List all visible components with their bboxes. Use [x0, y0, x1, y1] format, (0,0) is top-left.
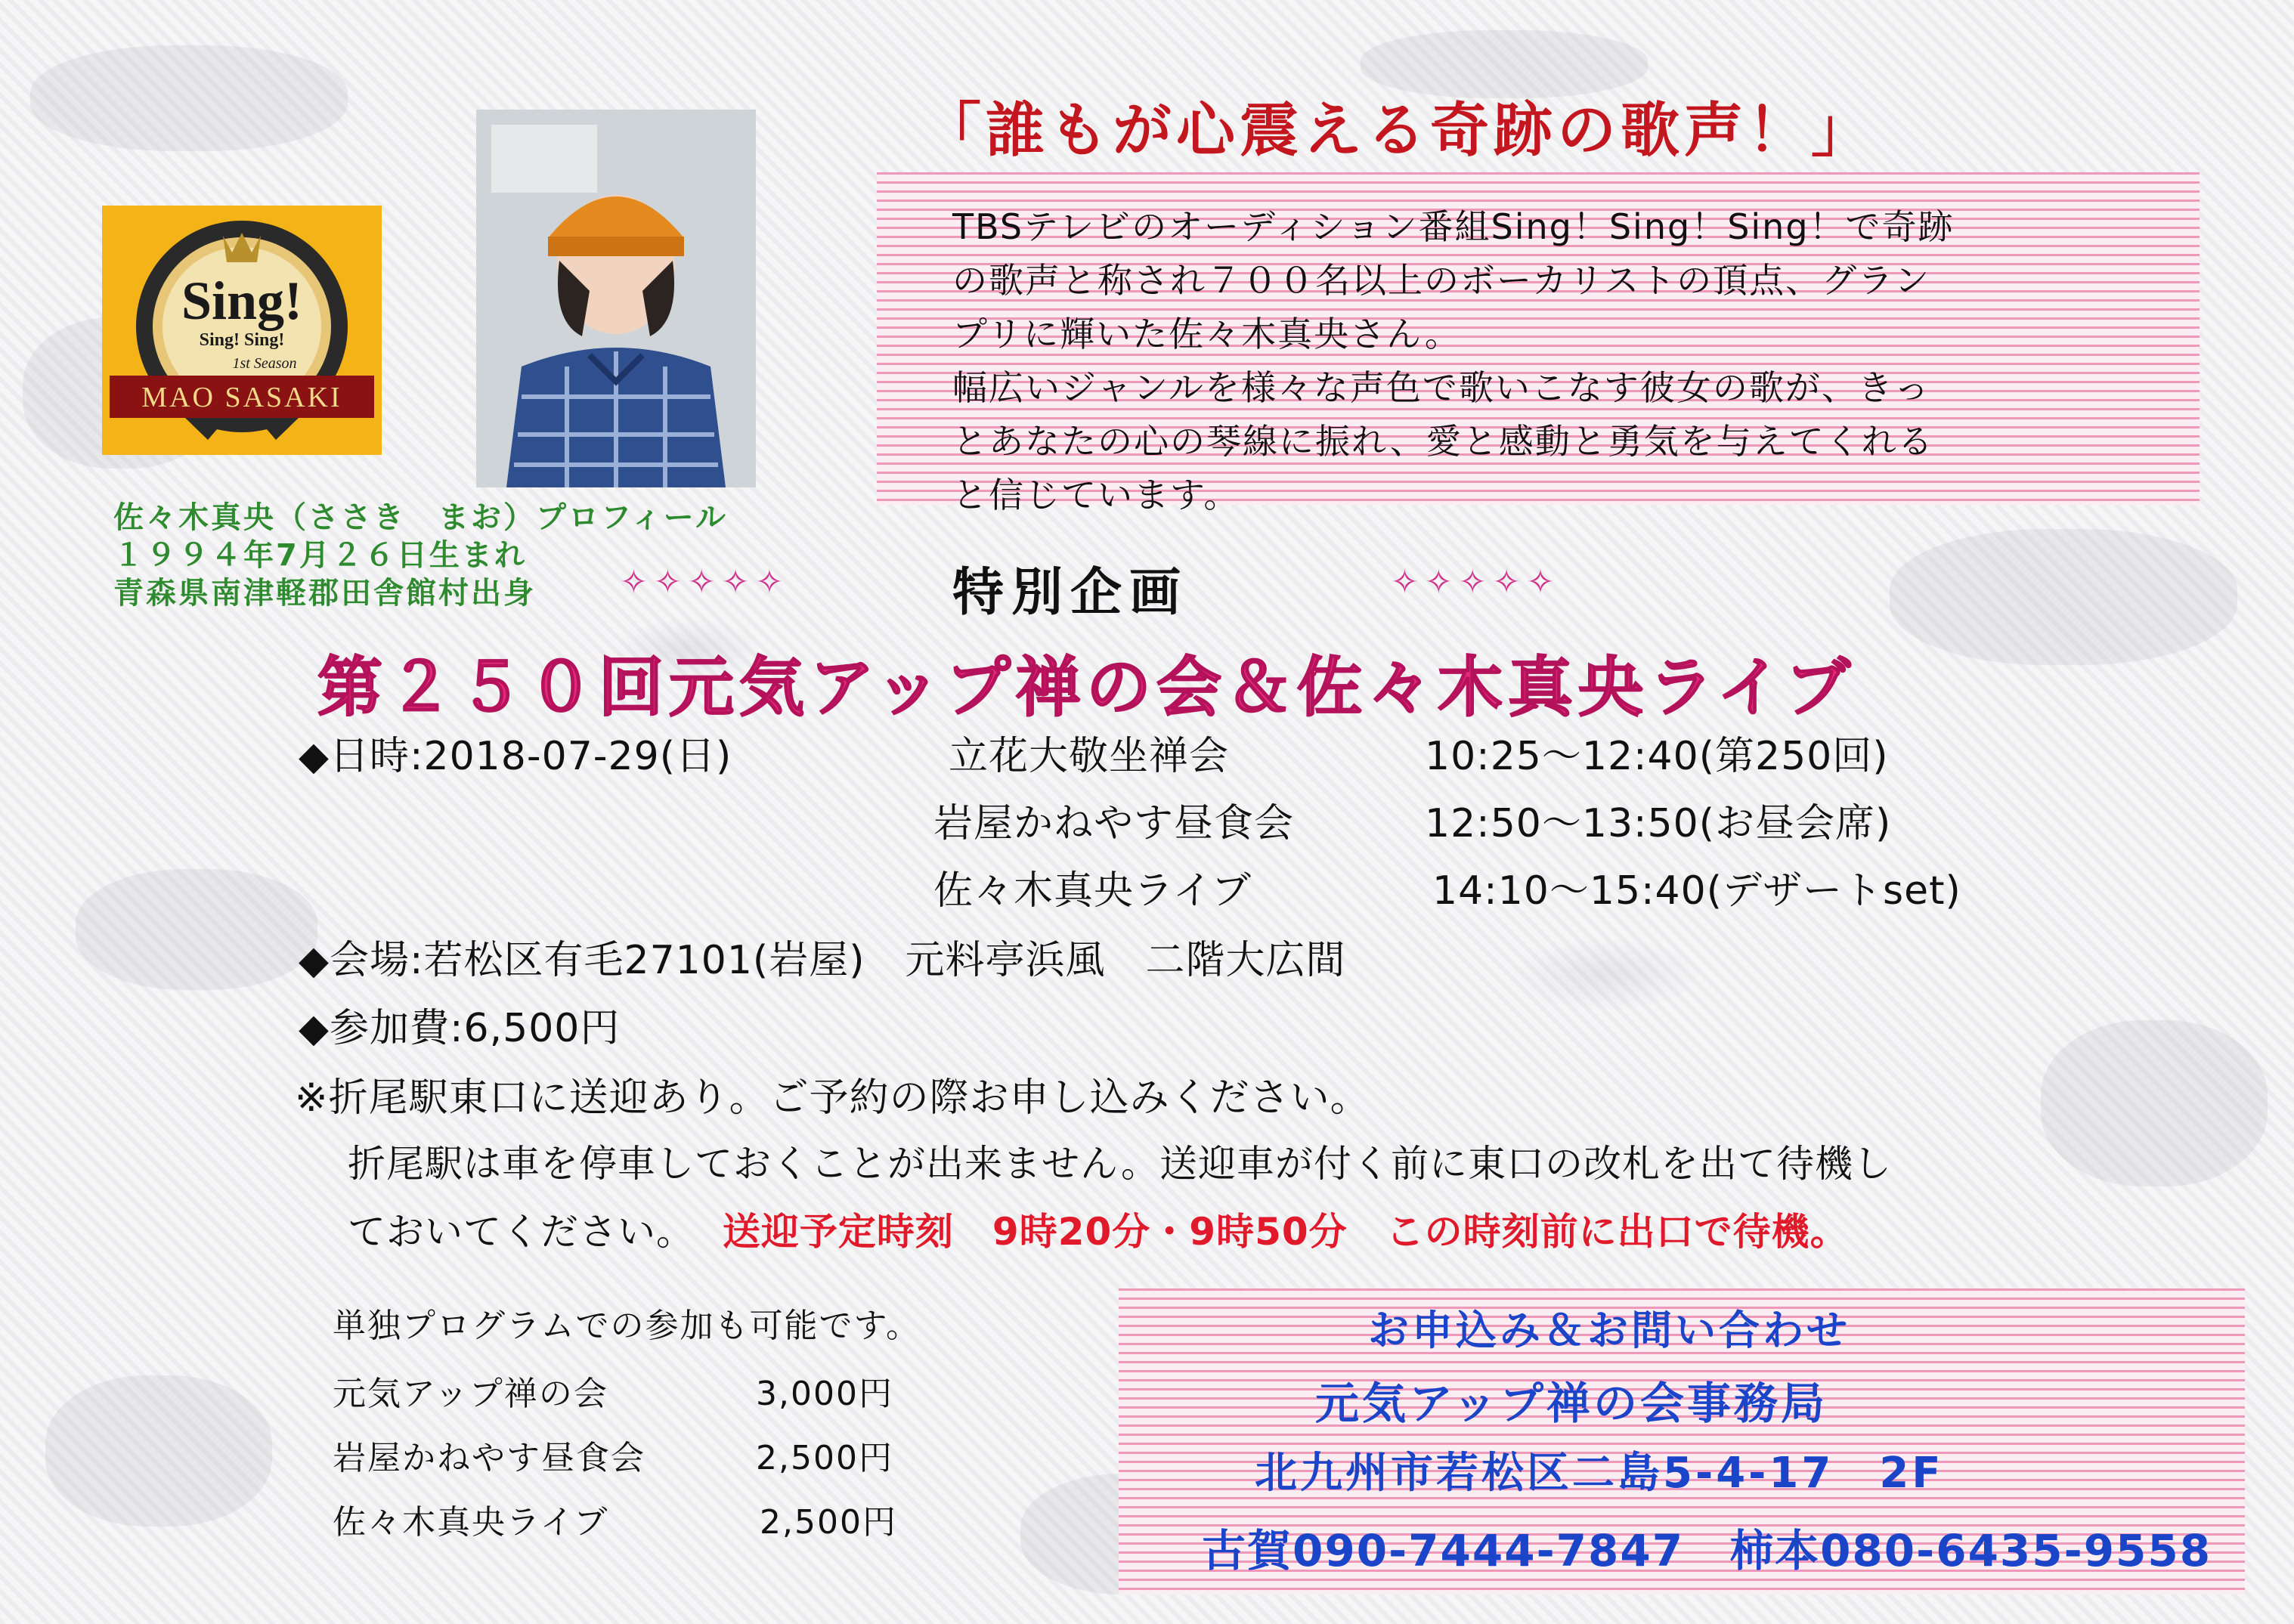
fee: ◆参加費:6,500円 [299, 1006, 621, 1051]
single-item-name: 岩屋かねやす昼食会 [333, 1439, 645, 1477]
single-item-name: 元気アップ禅の会 [333, 1375, 608, 1413]
note-line-3 [348, 1202, 1849, 1256]
contact-phones: 古賀090-7444-7847 柿本080-6435-9558 [1202, 1525, 2212, 1576]
schedule-item-name: 岩屋かねやす昼食会 [933, 801, 1295, 846]
sing-badge-icon [102, 206, 382, 455]
background-blob [45, 1375, 272, 1527]
schedule-item-time: 14:10～15:40(デザートset) [1432, 868, 1961, 914]
single-item-price: 3,000円 [756, 1375, 893, 1413]
sparkles-left-icon: ✧✧✧✧✧ [620, 563, 790, 602]
background-blob [1890, 529, 2237, 665]
single-item-price: 2,500円 [756, 1439, 893, 1477]
schedule-item-time: 12:50～13:50(お昼会席) [1425, 801, 1892, 846]
note-line-2: 折尾駅は車を停車しておくことが出来ません。送迎車が付く前に東口の改札を出て待機し [348, 1142, 1892, 1186]
profile-hometown: 青森県南津軽郡田舎館村出身 [113, 576, 536, 611]
contact-org: 元気アップ禅の会事務局 [1315, 1378, 1828, 1429]
profile-name: 佐々木真央（ささき まお）プロフィール [113, 500, 728, 535]
logo-main-text: Sing! [181, 271, 303, 331]
venue: ◆会場:若松区有毛27101(岩屋) 元料亭浜風 二階大広間 [299, 938, 1346, 983]
schedule-date: ◆日時:2018-07-29(日) [299, 734, 732, 779]
single-program-title: 単独プログラムでの参加も可能です。 [333, 1307, 921, 1345]
schedule-item-time: 10:25～12:40(第250回) [1425, 734, 1889, 779]
description [952, 200, 2162, 522]
background-blob [2041, 1020, 2268, 1186]
sparkles-right-icon: ✧✧✧✧✧ [1391, 563, 1561, 602]
description-line: 幅広いジャンルを様々な声色で歌いこなす彼女の歌が、きっ [952, 367, 1930, 408]
note-line-1: ※折尾駅東口に送迎あり。ご予約の際お申し込みください。 [295, 1075, 1370, 1121]
logo-sub-text: Sing! Sing! [199, 330, 285, 350]
note-line-3-text: ておいてください。 [348, 1210, 695, 1254]
description-line: プリに輝いた佐々木真央さん。 [952, 314, 1461, 354]
description-line: の歌声と称され７００名以上のボーカリストの頂点、グラン [952, 260, 1931, 301]
description-line: とあなたの心の琴線に振れ、愛と感動と勇気を与えてくれる [952, 421, 1934, 462]
background-blob [76, 869, 317, 990]
logo-name-text: MAO SASAKI [141, 382, 342, 413]
single-item-price: 2,500円 [760, 1503, 897, 1542]
event-title: 第２５０回元気アップ禅の会＆佐々木真央ライブ [317, 650, 1856, 725]
description-line: と信じています。 [952, 475, 1240, 515]
contact-title: お申込み＆お問い合わせ [1368, 1307, 1850, 1354]
description-line: TBSテレビのオーディション番組Sing！Sing！Sing！で奇跡 [952, 206, 1955, 247]
single-item-name: 佐々木真央ライブ [333, 1503, 609, 1542]
schedule-item-name: 立花大敬坐禅会 [949, 734, 1230, 779]
portrait-photo [476, 110, 756, 487]
person-portrait-icon [476, 110, 756, 487]
sing-logo [102, 206, 382, 455]
headline: 「誰もが心震える奇跡の歌声！」 [922, 97, 1875, 165]
schedule-item-name: 佐々木真央ライブ [933, 868, 1252, 914]
contact-address: 北九州市若松区二島5-4-17 2F [1255, 1449, 1944, 1498]
background-blob [30, 45, 348, 151]
logo-season-text: 1st Season [232, 355, 297, 372]
profile-birthdate: １９９４年7月２６日生まれ [113, 538, 527, 573]
special-label: 特別企画 [952, 563, 1189, 623]
pickup-times: 送迎予定時刻 9時20分・9時50分 この時刻前に出口で待機。 [722, 1210, 1849, 1254]
